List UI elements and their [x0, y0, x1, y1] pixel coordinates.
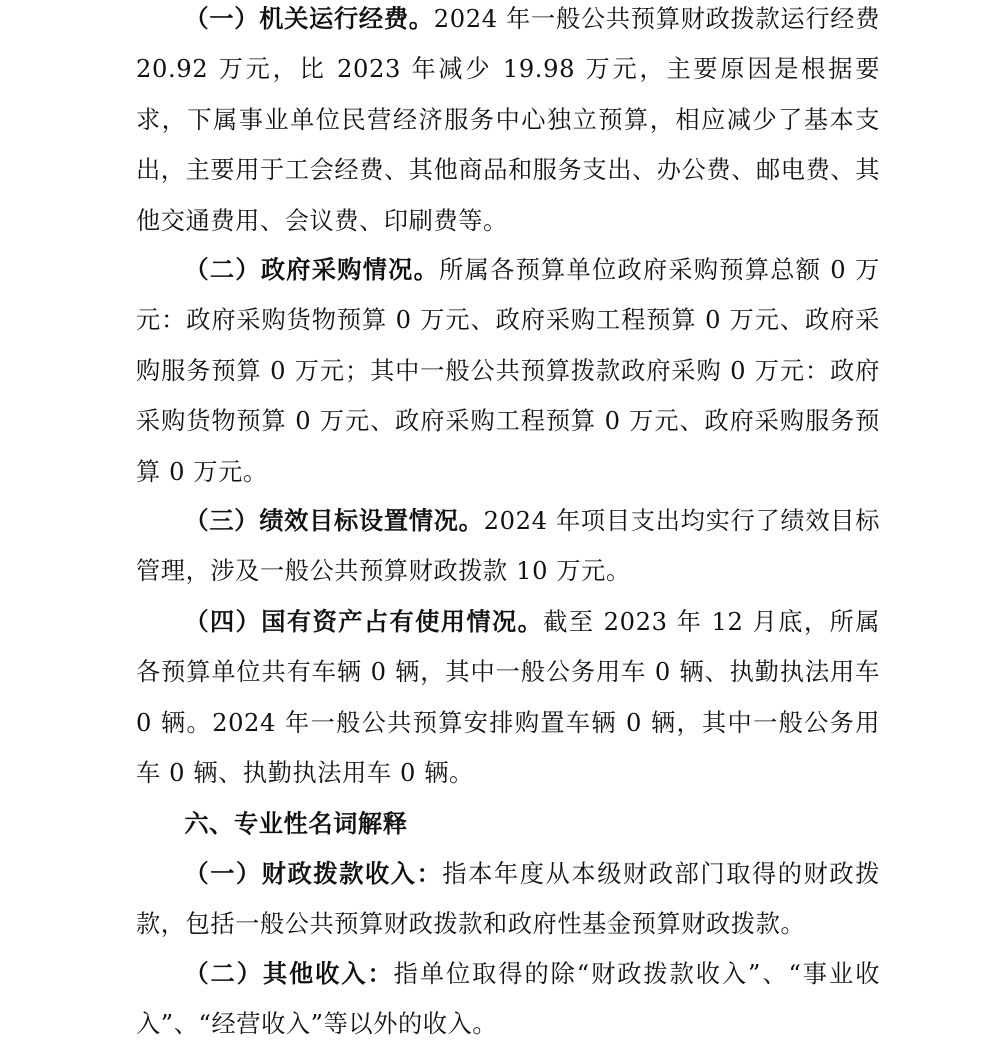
paragraph-lead: （二）政府采购情况。 [184, 256, 440, 284]
paragraph-body: 2024 年一般公共预算财政拨款运行经费 20.92 万元，比 2023 年减少 19.98 万元，主要原因是根据要求，下属事业单位民营经济服务中心独立预算，相应减少了基本支出，主要用于工会经费、其他商品和服务支出、办公费、邮电费、其他交通费用、会议费、印刷费等。 [136, 5, 880, 235]
definition-other-income [136, 949, 880, 1050]
paragraph-performance-targets [136, 496, 880, 597]
paragraph-state-assets [136, 597, 880, 799]
section-heading-terminology: 六、专业性名词解释 [184, 810, 408, 838]
definition-body: 指本年度从本级财政部门取得的财政拨款，包括一般公共预算财政拨款和政府性基金预算财政拨款。 [136, 860, 880, 939]
paragraph-body: 2024 年项目支出均实行了绩效目标管理，涉及一般公共预算财政拨款 10 万元。 [136, 507, 881, 586]
definition-term: （二）其他收入： [184, 960, 394, 988]
definition-fiscal-appropriation-income [136, 849, 880, 950]
paragraph-lead: （四）国有资产占有使用情况。 [184, 608, 544, 636]
paragraph-lead: （一）机关运行经费。 [184, 5, 434, 33]
paragraph-body: 截至 2023 年 12 月底，所属各预算单位共有车辆 0 辆，其中一般公务用车 0 辆、执勤执法用车 0 辆。2024 年一般公共预算安排购置车辆 0 辆，其中一般公务用车 0 辆、执勤执法用车 0 辆。 [136, 608, 880, 788]
definition-body: 指单位取得的除“财政拨款收入”、“事业收入”、“经营收入”等以外的收入。 [136, 960, 880, 1039]
paragraph-government-procurement [136, 245, 880, 497]
paragraph-lead: （三）绩效目标设置情况。 [184, 507, 484, 535]
definition-term: （一）财政拨款收入： [184, 860, 443, 888]
paragraph-body: 所属各预算单位政府采购预算总额 0 万元：政府采购货物预算 0 万元、政府采购工程预算 0 万元、政府采购服务预算 0 万元；其中一般公共预算拨款政府采购 0 万元：政府采购货物预算 0 万元、政府采购工程预算 0 万元、政府采购服务预算 0 万元。 [136, 256, 880, 486]
paragraph-operating-expenses [136, 0, 880, 246]
